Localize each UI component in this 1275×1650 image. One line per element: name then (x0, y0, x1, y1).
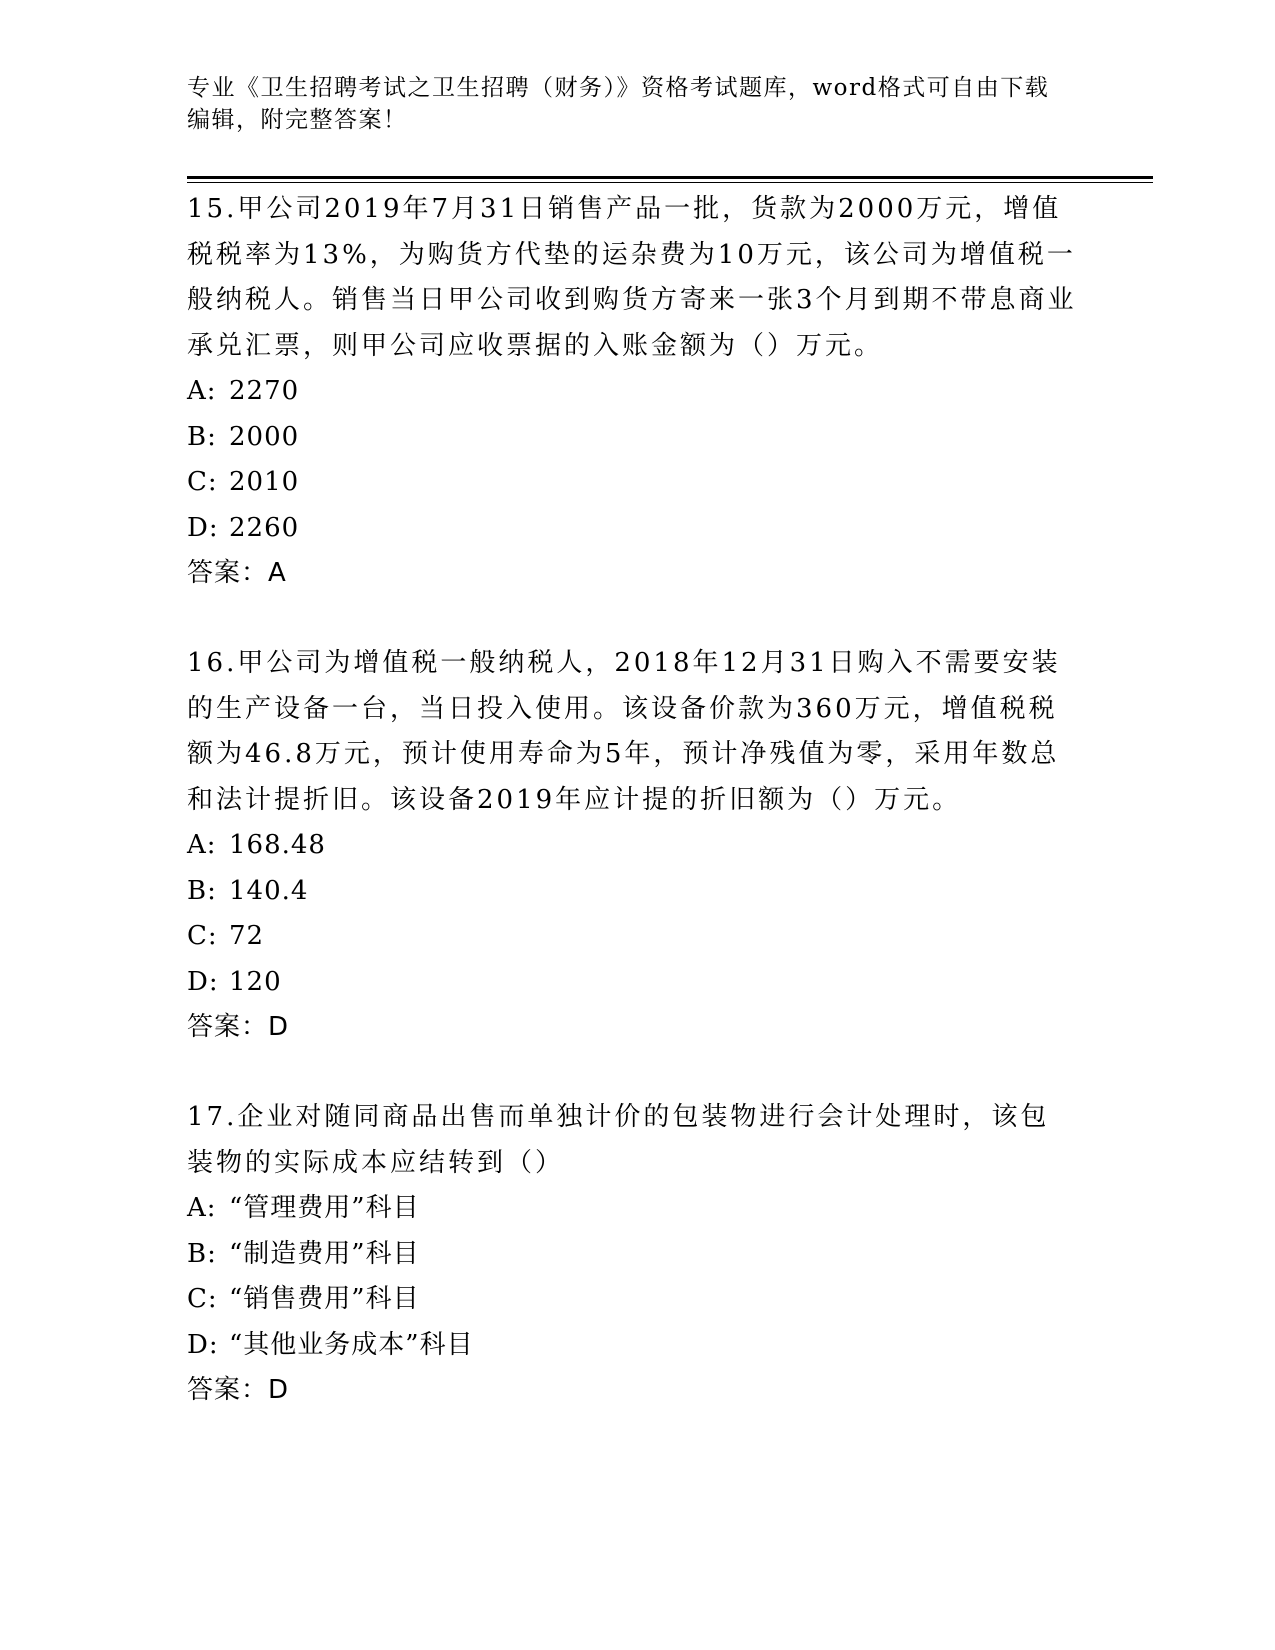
option-letter: A: (187, 830, 217, 860)
option-text: 72 (229, 921, 265, 951)
option-b (187, 869, 1077, 915)
option-d (187, 960, 1077, 1006)
option-text: “管理费用”科目 (229, 1193, 420, 1223)
option-text: “制造费用”科目 (229, 1238, 420, 1269)
option-a (187, 1186, 1077, 1232)
option-letter: A: (187, 376, 217, 406)
question-stem: 17.企业对随同商品出售而单独计价的包装物进行会计处理时，该包装物的实际成本应结转到（） (187, 1102, 1050, 1178)
option-letter: B: (187, 421, 217, 452)
option-text: 2270 (229, 376, 300, 406)
option-b (187, 1232, 1077, 1278)
option-text: 120 (229, 966, 282, 997)
question-stem: 16.甲公司为增值税一般纳税人，2018年12月31日购入不需要安装的生产设备一台，当日投入使用。该设备价款为360万元，增值税税额为46.8万元，预计使用寿命为5年，预计净残值为零，采用年数总和法计提折旧。该设备2019年应计提的折旧额为（）万元。 (187, 648, 1061, 815)
option-text: 2000 (229, 421, 300, 452)
option-a (187, 823, 1077, 869)
option-b (187, 415, 1077, 461)
option-letter: B: (187, 1238, 217, 1269)
question-17 (187, 1095, 1077, 1414)
header-divider-thick (187, 176, 1153, 179)
option-letter: C: (187, 1284, 218, 1314)
option-letter: D: (187, 966, 219, 997)
option-c (187, 914, 1077, 960)
header-divider-thin (187, 182, 1153, 183)
option-a (187, 369, 1077, 415)
option-text: “其他业务成本”科目 (229, 1329, 474, 1360)
option-text: 140.4 (229, 875, 309, 906)
answer-label: 答案：A (187, 558, 287, 588)
option-text: 2010 (229, 467, 300, 497)
answer-label: 答案：D (187, 1375, 290, 1405)
option-letter: D: (187, 1329, 219, 1360)
question-15 (187, 187, 1077, 597)
option-d (187, 1323, 1077, 1369)
option-text: 2260 (229, 512, 300, 543)
option-letter: A: (187, 1193, 217, 1223)
option-letter: D: (187, 512, 219, 543)
option-c (187, 1277, 1077, 1323)
option-letter: C: (187, 467, 218, 497)
option-d (187, 506, 1077, 552)
question-stem: 15.甲公司2019年7月31日销售产品一批，货款为2000万元，增值税税率为13%，为购货方代垫的运杂费为10万元，该公司为增值税一般纳税人。销售当日甲公司收到购货方寄来一张3个月到期不带息商业承兑汇票，则甲公司应收票据的入账金额为（）万元。 (187, 194, 1077, 361)
question-16 (187, 641, 1077, 1051)
option-text: 168.48 (229, 830, 326, 860)
document-header: 专业《卫生招聘考试之卫生招聘（财务）》资格考试题库，word格式可自由下载编辑，附完整答案！ (187, 75, 1050, 133)
option-c (187, 460, 1077, 506)
answer-label: 答案：D (187, 1012, 290, 1042)
option-letter: B: (187, 875, 217, 906)
option-text: “销售费用”科目 (229, 1284, 420, 1314)
option-letter: C: (187, 921, 218, 951)
